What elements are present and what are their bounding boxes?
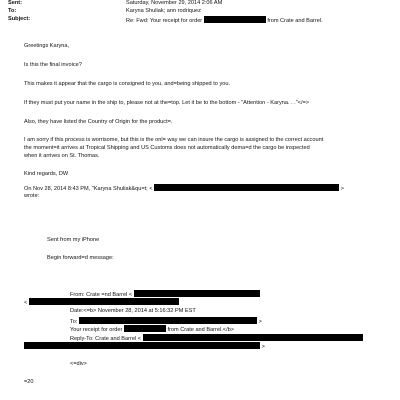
- redaction-bar: [24, 342, 260, 349]
- receipt-prefix: Your receipt for order: [70, 327, 123, 333]
- sent-value: Saturday, November 29, 2014 2:06 AM: [126, 0, 223, 6]
- quote-suffix: >: [340, 186, 344, 192]
- body-line-1: Is this the final invoice?: [24, 62, 82, 68]
- date-line: Date:<=b> November 28, 2014 at 5:16:32 PM EST: [70, 308, 196, 314]
- body-line-5b: the moment=it arrives at Tropical Shipping and US Customs does not automatically dema=d the cargo be inspected: [24, 145, 310, 151]
- subject-suffix: from Crate and Barrel.: [267, 18, 323, 24]
- footer-equals-20: =20: [24, 379, 34, 385]
- body-line-5a: I am sorry if this process is worrisome, but this is the onl= way we can insure the cargo is assigned to the correct account: [24, 137, 324, 143]
- reply-to-text: Reply-To: Crate and Barrel <: [70, 336, 142, 342]
- receipt-suffix: from Crate and Barrel.</b>: [167, 327, 235, 333]
- from-text: From: Crate =nd Barrel <: [70, 292, 133, 298]
- redaction-bar: [134, 290, 260, 297]
- closing: Kind regards, DW: [24, 171, 69, 177]
- subject-value: [126, 16, 323, 25]
- sent-label: Sent:: [8, 0, 22, 6]
- lt-symbol: <: [24, 300, 28, 306]
- redaction-bar: [154, 184, 339, 191]
- to-label: To:: [8, 8, 17, 14]
- email-header: [8, 0, 398, 24]
- gt-symbol: >: [258, 319, 262, 325]
- body-line-5c: when it arrives on St. Thomas.: [24, 153, 100, 159]
- quote-line: [24, 184, 344, 193]
- redaction-bar: [79, 317, 257, 324]
- sent-from: Sent from my iPhone: [47, 237, 100, 243]
- gt-symbol: >: [261, 344, 265, 350]
- begin-forward: Begin forward=d message:: [47, 255, 114, 261]
- body-line-2: This makes it appear that the cargo is consigned to you, and=being shipped to you.: [24, 81, 231, 87]
- redaction-bar: [124, 325, 166, 332]
- from-email-line: [24, 298, 179, 307]
- greeting: Greetings Karyna,: [24, 43, 70, 49]
- to-text: To:: [70, 319, 78, 325]
- subject-row: [8, 16, 398, 24]
- redaction-bar: [29, 298, 179, 305]
- redaction-bar: [204, 16, 266, 23]
- quote-prefix: On Nov 28, 2014 8:43 PM, "Karyna Shuliak&qu=t; <: [24, 186, 153, 192]
- body-line-4: Also, they have listed the Country of Origin for the product=.: [24, 119, 173, 125]
- body-line-3: If they must put your name in the ship to, please not at the=top. Let it be to the bottom - "Attention - Karyna. . ."</=>: [24, 100, 310, 106]
- reply-to-email-line: [24, 342, 265, 351]
- sent-row: [8, 0, 398, 8]
- redaction-bar: [143, 334, 363, 341]
- div-tag: <=div>: [70, 361, 87, 367]
- to-value: Karyna Shuliak; ann rodriquez: [126, 8, 201, 14]
- to-row: [8, 8, 398, 16]
- subject-prefix: Re: Fwd: Your receipt for order: [126, 18, 203, 24]
- wrote-label: wrote:: [24, 193, 40, 199]
- subject-label: Subject:: [8, 16, 31, 22]
- receipt-line: [70, 325, 234, 334]
